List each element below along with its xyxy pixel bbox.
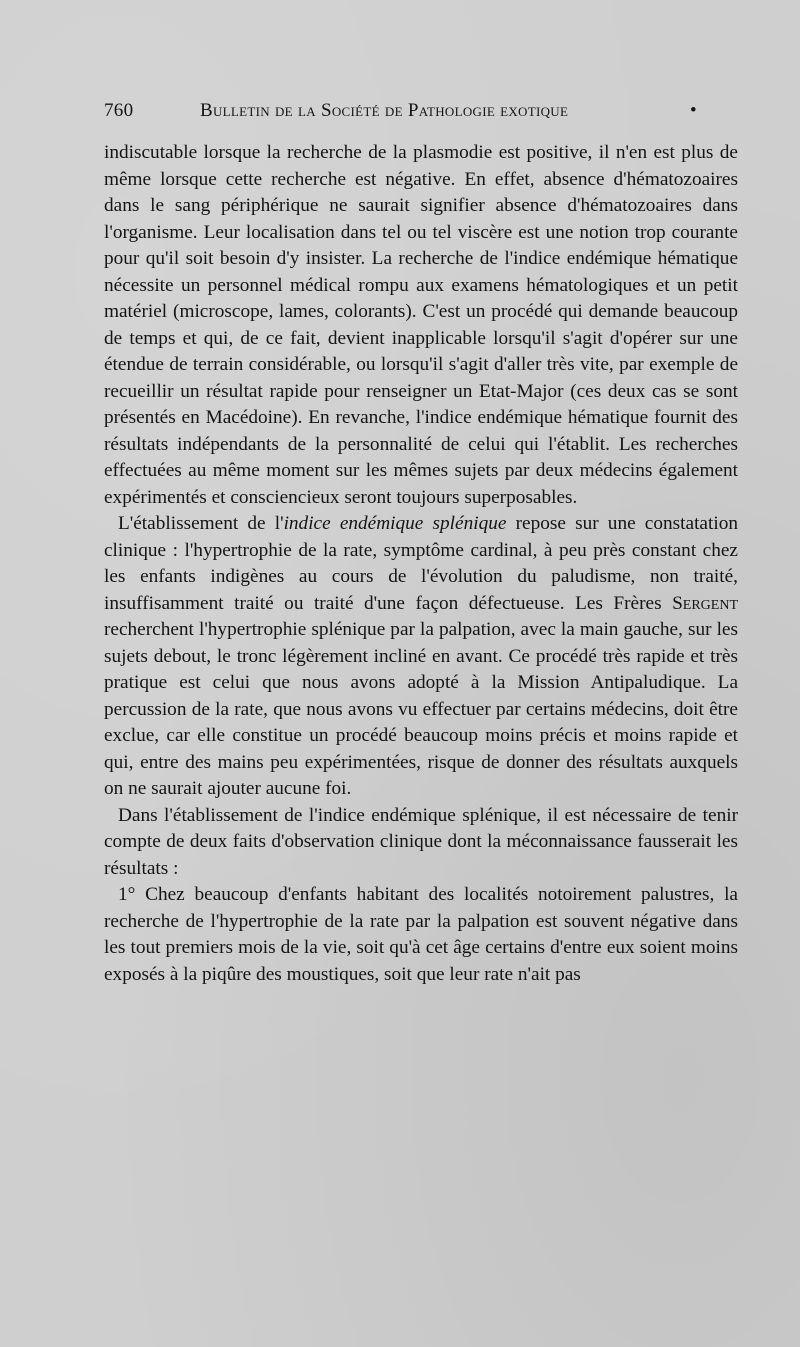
author-name-sergent: Sergent (672, 592, 738, 614)
paragraph-2-middle: repose sur une constatation clinique : l'hypertrophie de la rate, symptôme cardinal, à peu près constant chez les enfants indigènes au cours de l'évolution du paludisme, non traité, insuffisamment traité ou traité d'une façon défectueuse. Les Frères (104, 513, 738, 614)
journal-title: Bulletin de la Société de Pathologie exotique (200, 100, 569, 121)
paragraph-1: indiscutable lorsque la recherche de la plasmodie est positive, il n'en est plus de même lorsque cette recherche est négative. En effet, absence d'hématozoaires dans le sang périphérique ne saurait signifier absence d'hématozoaires dans l'organisme. Leur localisation dans tel ou tel viscère est une notion trop courante pour qu'il soit besoin d'y insister. La recherche de l'indice endémique hématique nécessite un personnel médical rompu aux examens hématologiques et un petit matériel (microscope, lames, colorants). C'est un procédé qui demande beaucoup de temps et qui, de ce fait, devient inapplicable lorsqu'il s'agit d'opérer sur une étendue de terrain considérable, ou lorsqu'il s'agit d'aller très vite, par exemple de recueillir un résultat rapide pour renseigner un Etat-Major (ces deux cas se sont présentés en Macédoine). En revanche, l'indice endémique hématique fournit des résultats indépendants de la personnalité de celui qui l'établit. Les recherches effectuées au même moment sur les mêmes sujets par deux médecins également expérimentés et consciencieux seront toujours superposables. (104, 142, 738, 508)
paragraph-2-italic-term: indice endémique splénique (283, 513, 507, 534)
page-number: 760 (104, 100, 134, 121)
paragraph-2 (104, 511, 738, 803)
paragraph-2-end: recherchent l'hypertrophie splénique par la palpation, avec la main gauche, sur les sujets debout, le tronc légèrement incliné en avant. Ce procédé très rapide et très pratique est celui que nous avons adopté à la Mission Antipaludique. La percussion de la rate, que nous avons vu effectuer par certains médecins, doit être exclue, car elle constitue un procédé beaucoup moins précis et moins rapide et qui, entre des mains peu expérimentées, risque de donner des résultats auxquels on ne saurait ajouter aucune foi. (104, 619, 738, 799)
header-ornament: • (690, 100, 697, 121)
running-head (104, 100, 704, 130)
paragraph-4: 1° Chez beaucoup d'enfants habitant des localités notoirement palustres, la recherche de l'hypertrophie de la rate par la palpation est souvent négative dans les tout premiers mois de la vie, soit qu'à cet âge certains d'entre eux soient moins exposés à la piqûre des moustiques, soit que leur rate n'ait pas (104, 884, 738, 985)
paragraph-3: Dans l'établissement de l'indice endémique splénique, il est nécessaire de tenir compte de deux faits d'observation clinique dont la méconnaissance fausserait les résultats : (104, 804, 738, 879)
body-text (104, 140, 738, 988)
paragraph-2-start: L'établissement de l' (118, 513, 284, 534)
